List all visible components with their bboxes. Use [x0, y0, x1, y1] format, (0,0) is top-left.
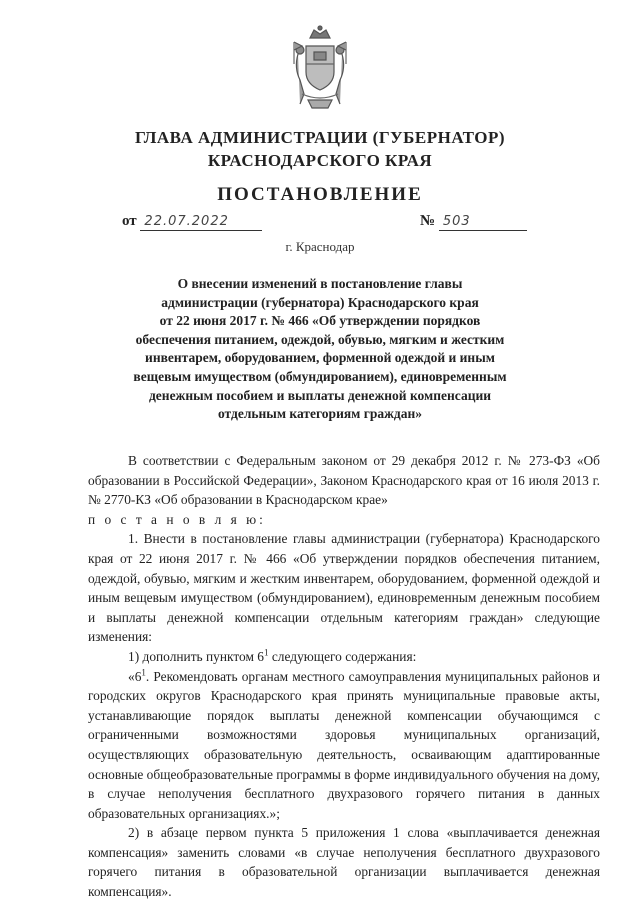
item-1-paragraph [88, 529, 600, 647]
preamble-paragraph [88, 451, 600, 510]
title-line: отдельным категориям граждан» [217, 406, 423, 422]
subitem-2-text: 2) в абзаце первом пункта 5 приложения 1 слова «выплачивается денежная компенсация» заменить словами «в случае неполучения бесплатного двухразового горячего питания в образовательной организации выплачивается денежная компенсация». [88, 825, 600, 900]
title-line: денежным пособием и выплаты денежной компенсации [148, 387, 492, 403]
quoted-clause-open: «6 [128, 668, 142, 684]
title-line: О внесении изменений в постановление главы [177, 276, 463, 291]
title-line: обеспечения питанием, одеждой, обувью, мягким и жестким [135, 331, 505, 347]
number-value: 503 [439, 214, 527, 231]
organization-title-line2: КРАСНОДАРСКОГО КРАЯ [207, 151, 433, 170]
organization-title-line1: ГЛАВА АДМИНИСТРАЦИИ (ГУБЕРНАТОР) [134, 128, 505, 147]
number-label: № [420, 213, 436, 229]
subitem-1-paragraph [88, 647, 600, 667]
subitem-1-superscript: 1 [264, 647, 269, 658]
date-value: 22.07.2022 [140, 214, 262, 231]
title-line: администрации (губернатора) Краснодарского края [161, 294, 479, 310]
document-title [130, 275, 510, 424]
document-city: г. Краснодар [285, 239, 355, 254]
subitem-2-paragraph [88, 823, 600, 901]
resolve-paragraph [88, 510, 600, 530]
document-date [122, 213, 262, 231]
quoted-clause-paragraph [88, 667, 600, 824]
subitem-1-text-after: следующего содержания: [268, 648, 417, 664]
document-number [420, 213, 527, 231]
preamble-text: В соответствии с Федеральным законом от 29 декабря 2012 г. № 273-ФЗ «Об образовании в Российской Федерации», Законом Краснодарского края от 16 июля 2013 г. № 2770-КЗ «Об образовании в Краснодарском крае» [88, 453, 600, 508]
title-line: вещевым имуществом (обмундированием), единовременным [133, 368, 507, 384]
quoted-clause-text: . Рекомендовать органам местного самоуправления муниципальных районов и городских округов Краснодарского края принять муниципальные правовые акты, устанавливающие порядок выплаты денежной компенсации обучающимся с ограниченными возможностями здоровья муниципальных организаций, осуществляющих образовательную деятельность, осваивающим адаптированные основные общеобразовательные программы в форме индивидуального обучения на дому, в случае неполучения бесплатного двухразового горячего питания в данных образовательных организациях.»; [88, 668, 600, 821]
subitem-1-text-before: 1) дополнить пунктом 6 [128, 648, 265, 664]
title-line: инвентарем, оборудованием, форменной одеждой и иным [145, 350, 495, 366]
document-type: ПОСТАНОВЛЕНИЕ [217, 184, 423, 205]
coat-of-arms-emblem [288, 24, 352, 112]
item-1-text: 1. Внести в постановление главы администрации (губернатора) Краснодарского края от 22 июня 2017 г. № 466 «Об утверждении порядков обеспечения питанием, одеждой, обувью, мягким и жестким инвентарем, оборудованием, форменной одеждой и иным вещевым имуществом (обмундированием), единовременным денежным пособием и выплаты денежной компенсации отдельным категориям граждан» следующие изменения: [88, 531, 600, 645]
quoted-clause-superscript: 1 [141, 667, 146, 678]
title-line: от 22 июня 2017 г. № 466 «Об утверждении порядков [159, 313, 481, 329]
resolve-text: п о с т а н о в л я ю: [88, 511, 266, 527]
date-label: от [122, 213, 137, 229]
document-body [88, 451, 600, 902]
